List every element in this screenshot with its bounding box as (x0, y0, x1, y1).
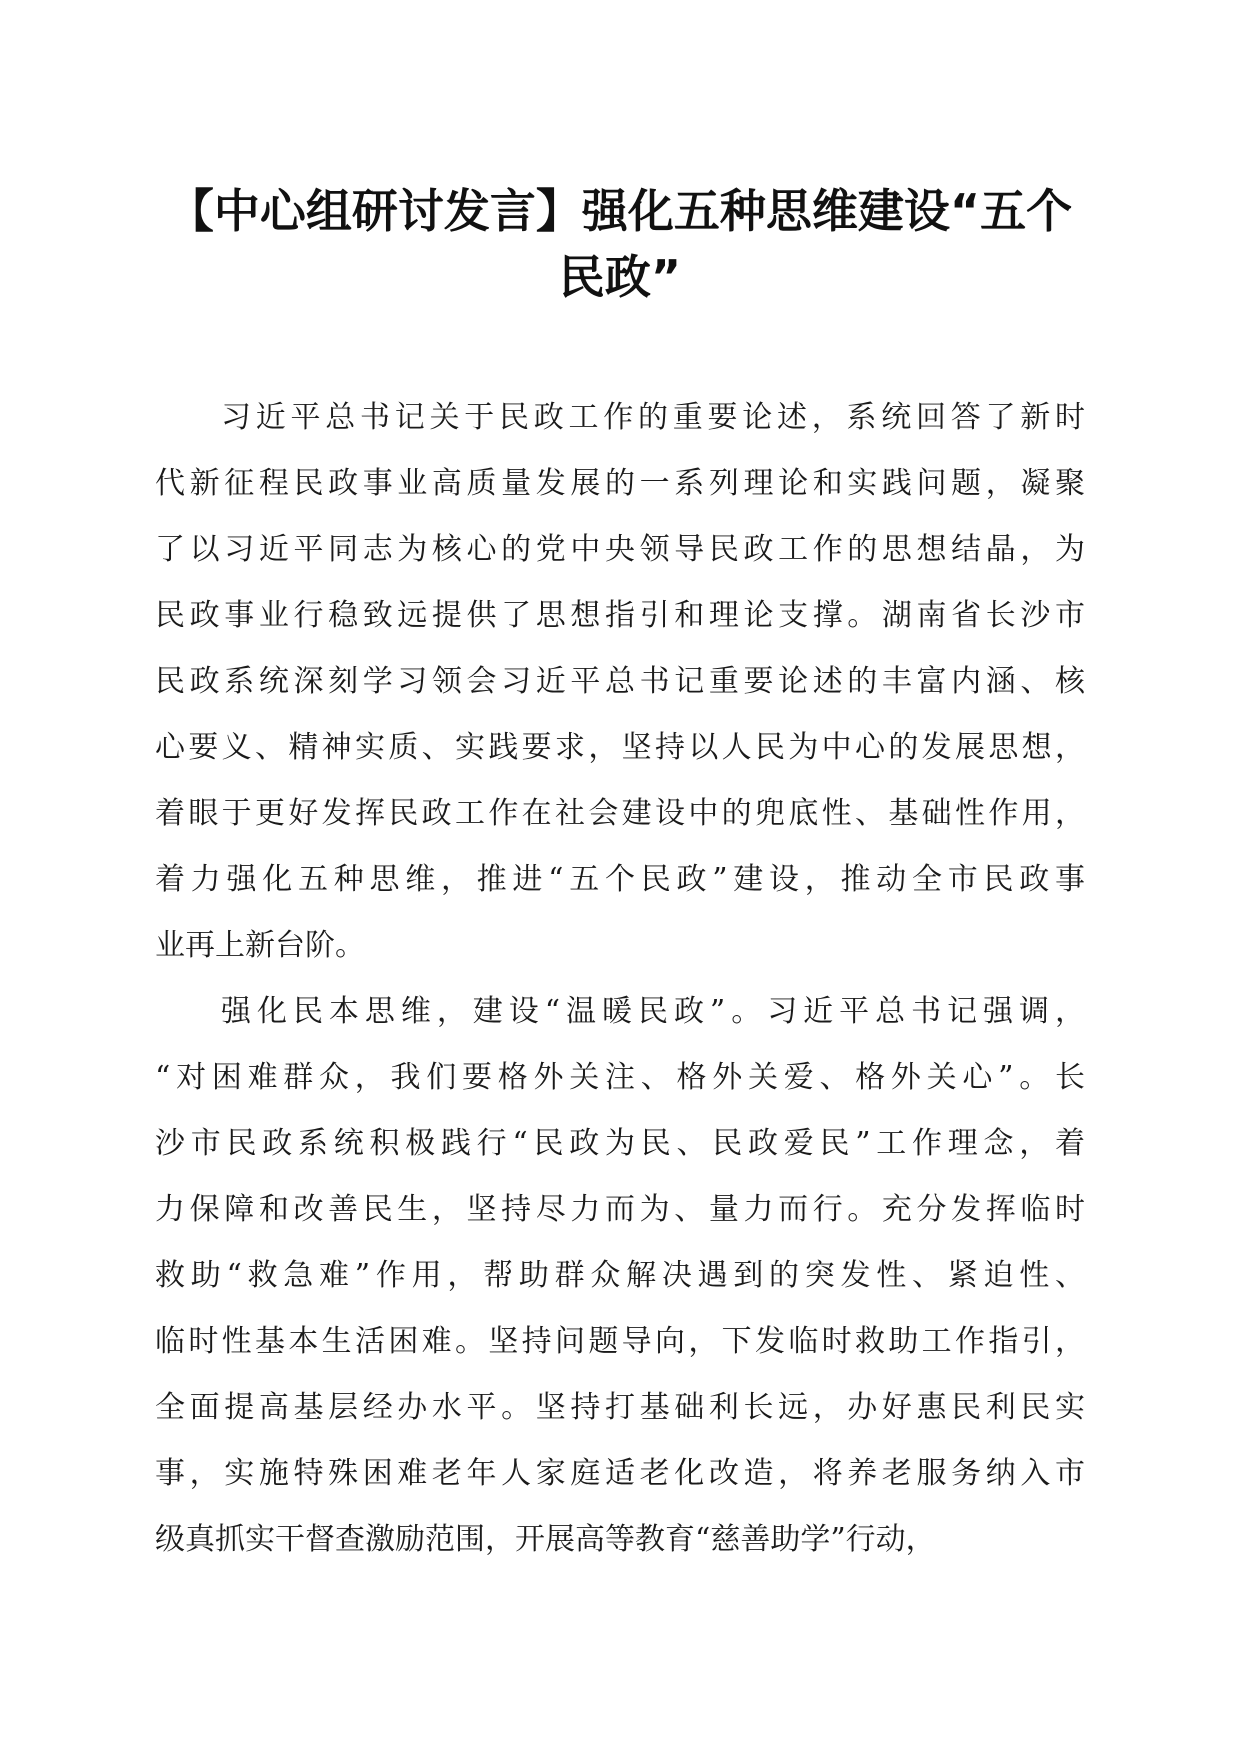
document-title (150, 178, 1090, 310)
title-line-2: 民政” (558, 250, 682, 304)
title-line-1: 【中心组研讨发言】强化五种思维建设“五个 (167, 184, 1073, 238)
text-line: 救助“救急难”作用，帮助群众解决遇到的突发性、紧迫性、 (155, 1258, 1085, 1293)
text-line: 全面提高基层经办水平。坚持打基础利长远，办好惠民利民实 (155, 1390, 1085, 1425)
text-line: 代新征程民政事业高质量发展的一系列理论和实践问题，凝聚 (155, 466, 1085, 501)
text-line: 习近平总书记关于民政工作的重要论述，系统回答了新时 (221, 400, 1085, 435)
text-line: 心要义、精神实质、实践要求，坚持以人民为中心的发展思想， (155, 730, 1085, 765)
text-line: 力保障和改善民生，坚持尽力而为、量力而行。充分发挥临时 (155, 1192, 1085, 1227)
paragraph-1 (155, 385, 1085, 979)
text-line: 民政事业行稳致远提供了思想指引和理论支撑。湖南省长沙市 (155, 598, 1085, 633)
text-line: 着力强化五种思维，推进“五个民政”建设，推动全市民政事 (155, 862, 1085, 897)
document-body (155, 385, 1085, 1573)
text-line: 沙市民政系统积极践行“民政为民、民政爱民”工作理念，着 (155, 1126, 1085, 1161)
text-line: 了以习近平同志为核心的党中央领导民政工作的思想结晶，为 (155, 532, 1085, 567)
paragraph-2 (155, 979, 1085, 1573)
text-line: 临时性基本生活困难。坚持问题导向，下发临时救助工作指引， (155, 1324, 1085, 1359)
text-line: 强化民本思维，建设“温暖民政”。习近平总书记强调， (221, 994, 1085, 1029)
text-line: 着眼于更好发挥民政工作在社会建设中的兜底性、基础性作用， (155, 796, 1085, 831)
text-line: 业再上新台阶。 (155, 928, 365, 963)
text-line: 级真抓实干督查激励范围，开展高等教育“慈善助学”行动， (155, 1522, 936, 1557)
text-line: 事，实施特殊困难老年人家庭适老化改造，将养老服务纳入市 (155, 1456, 1085, 1491)
text-line: “对困难群众，我们要格外关注、格外关爱、格外关心”。长 (155, 1060, 1085, 1095)
text-line: 民政系统深刻学习领会习近平总书记重要论述的丰富内涵、核 (155, 664, 1085, 699)
